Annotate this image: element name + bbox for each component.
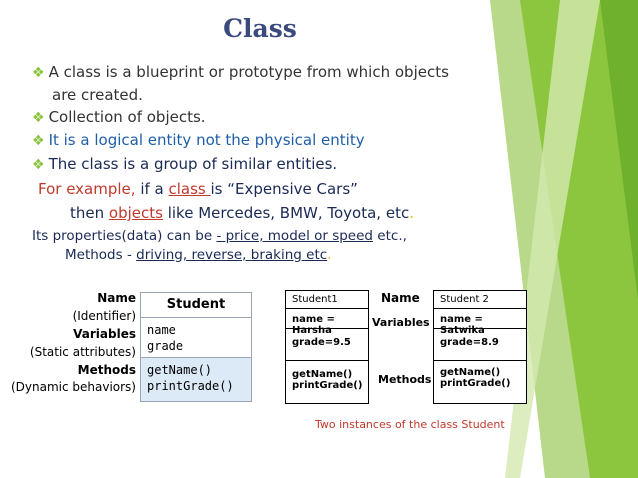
method: getName() — [440, 367, 501, 378]
instance-name-attr: name = Harsha — [286, 309, 368, 329]
instance-name-attr: name = Satwika — [434, 309, 526, 329]
instance-title: Student 2 — [434, 291, 526, 309]
label-name: Name — [97, 291, 136, 305]
instance-label-name: Name — [381, 291, 420, 305]
instance-methods — [286, 361, 368, 401]
method: printGrade() — [147, 379, 234, 393]
class-methods — [141, 358, 251, 401]
bullet-3: ❖ It is a logical entity not the physical entity — [32, 131, 365, 149]
instance-label-variables: Variables — [372, 316, 430, 329]
instance-grade-attr: grade=9.5 — [286, 329, 368, 361]
attribute: grade — [147, 339, 184, 353]
bullet-1: ❖ A class is a blueprint or prototype from which objects — [32, 63, 449, 81]
instance-label-methods: Methods — [378, 373, 432, 386]
class-diagram — [140, 292, 252, 402]
label-static: (Static attributes) — [29, 345, 136, 359]
class-name: Student — [141, 293, 251, 318]
instance-methods — [434, 361, 526, 401]
title: Class — [223, 14, 297, 43]
label-methods: Methods — [77, 363, 136, 377]
objects-line: then objects like Mercedes, BMW, Toyota, etc. — [70, 204, 414, 222]
instance-student2 — [433, 290, 527, 404]
label-dynamic: (Dynamic behaviors) — [10, 380, 136, 394]
bullet-1-cont: are created. — [52, 86, 143, 104]
attribute: name — [147, 323, 176, 337]
method: getName() — [292, 369, 353, 380]
properties-line: Its properties(data) can be - price, model or speed etc., — [32, 228, 407, 244]
instance-student1 — [285, 290, 369, 404]
instance-grade-attr: grade=8.9 — [434, 329, 526, 361]
methods-line: Methods - driving, reverse, braking etc. — [65, 247, 332, 263]
method: getName() — [147, 363, 213, 377]
instance-title: Student1 — [286, 291, 368, 309]
diamond-icon: ❖ — [32, 110, 45, 126]
diamond-icon: ❖ — [32, 65, 45, 81]
method: printGrade() — [292, 380, 363, 391]
example-line: For example, if a class is “Expensive Cars” — [38, 180, 358, 198]
diamond-icon: ❖ — [32, 157, 45, 173]
bullet-4: ❖ The class is a group of similar entities. — [32, 155, 338, 173]
instances-caption: Two instances of the class Student — [315, 418, 505, 431]
class-attributes — [141, 318, 251, 358]
diamond-icon: ❖ — [32, 133, 45, 149]
bullet-2: ❖ Collection of objects. — [32, 108, 206, 126]
label-variables: Variables — [73, 327, 136, 341]
label-identifier: (Identifier) — [72, 309, 136, 323]
method: printGrade() — [440, 378, 511, 389]
